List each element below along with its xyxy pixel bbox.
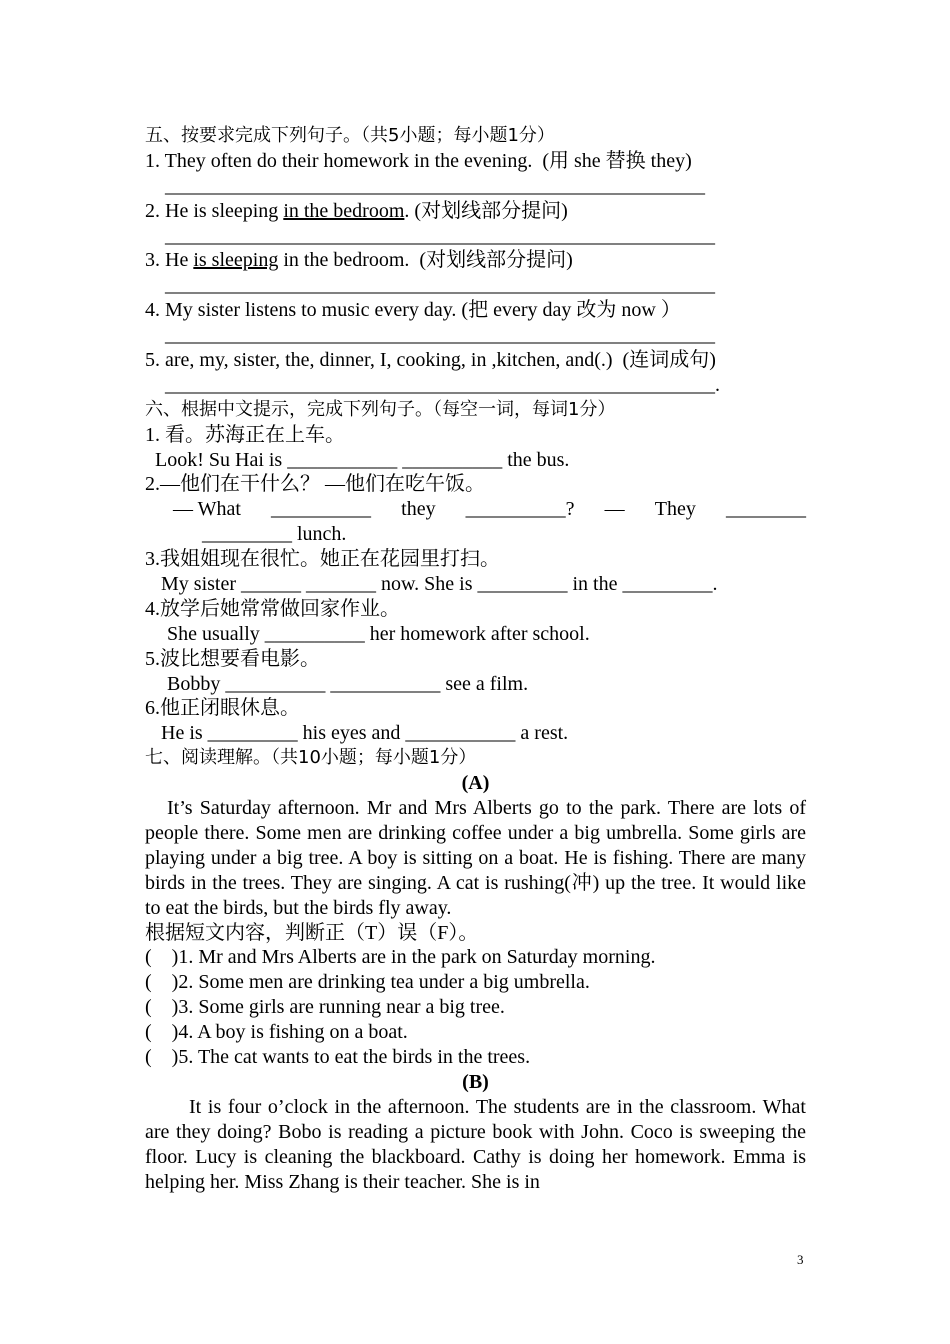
s5-question-5: 5. are, my, sister, the, dinner, I, cooking, in ,kitchen, and(.) (连词成句) xyxy=(145,349,716,372)
s5-question-2 xyxy=(145,199,806,224)
s6-q2-part: ________ xyxy=(725,498,806,521)
tf-item: ( )5. The cat wants to eat the birds in the trees. xyxy=(145,1046,531,1069)
s6-q5-english: Bobby __________ ___________ see a film. xyxy=(167,672,529,695)
s6-q5-chinese: 5.波比想要看电影。 xyxy=(145,647,320,670)
s5-answer-line-1: ______________________________________________________ xyxy=(165,174,705,197)
s5-q3-text-a: 3. He xyxy=(145,249,194,272)
passage-a-text: It’s Saturday afternoon. Mr and Mrs Alberts go to the park. There are lots of people there. Some men are drinking coffee under a big umbrella. Some girls are playing under a big tree. A boy is sitting on a boat. He is fishing. There are many birds in the trees. They are singing. A cat is rushing(冲) up the tree. It would like to eat the birds, but the birds fly away. xyxy=(145,797,806,919)
s5-q2-text-b: . (对划线部分提问) xyxy=(404,199,568,222)
s6-q2-continuation: _________ lunch. xyxy=(202,523,347,546)
tf-item: ( )3. Some girls are running near a big tree. xyxy=(145,996,505,1019)
passage-a-title: (A) xyxy=(461,772,490,795)
s6-q2-chinese: 2.—他们在干什么？ —他们在吃午饭。 xyxy=(145,473,485,496)
s5-answer-line-3: _______________________________________________________ xyxy=(165,274,715,297)
page-number: 3 xyxy=(797,1252,804,1267)
s6-q2-part: __________ xyxy=(271,498,372,521)
s5-answer-line-2: _______________________________________________________ xyxy=(165,224,715,247)
s6-q2-part: They xyxy=(654,498,696,521)
s5-q2-underlined: in the bedroom xyxy=(283,199,405,222)
worksheet-content xyxy=(145,124,806,1194)
s5-question-3 xyxy=(145,248,806,273)
s6-q2-english xyxy=(145,497,806,522)
passage-b-text: It is four o’clock in the afternoon. The students are in the classroom. What are they doing? Bobo is reading a picture book with John. Coco is sweeping the floor. Lucy is cleaning the blackboard. Cathy is doing her homework. Emma is helping her. Miss Zhang is their teacher. She is in xyxy=(145,1095,806,1193)
section-7-heading: 七、阅读理解。（共10小题；每小题1分） xyxy=(145,747,477,769)
tf-item: ( )1. Mr and Mrs Alberts are in the park on Saturday morning. xyxy=(145,946,656,969)
s5-question-1: 1. They often do their homework in the evening. (用 she 替换 they) xyxy=(145,149,692,172)
passage-a-instruction: 根据短文内容，判断正（T）误（F）。 xyxy=(145,921,479,944)
s5-question-4: 4. My sister listens to music every day. (把 every day 改为 now ） xyxy=(145,299,681,322)
tf-item: ( )4. A boy is fishing on a boat. xyxy=(145,1021,408,1044)
s5-q3-underlined: is sleeping xyxy=(193,249,279,272)
tf-item: ( )2. Some men are drinking tea under a big umbrella. xyxy=(145,971,590,994)
s6-q2-part: — What xyxy=(173,498,241,521)
s6-q2-part: they xyxy=(401,498,436,521)
section-6-heading: 六、根据中文提示，完成下列句子。（每空一词，每词1分） xyxy=(145,398,616,420)
s6-q6-chinese: 6.他正闭眼休息。 xyxy=(145,697,300,720)
s6-q1-chinese: 1. 看。苏海正在上车。 xyxy=(145,423,345,446)
s6-q2-part: __________? xyxy=(465,498,575,521)
section-5-heading: 五、按要求完成下列句子。（共5小题；每小题1分） xyxy=(145,125,555,146)
s6-q6-english: He is _________ his eyes and ___________ a rest. xyxy=(161,722,569,745)
s5-q3-text-b: in the bedroom. (对划线部分提问) xyxy=(278,249,573,272)
s6-q1-english: Look! Su Hai is ___________ __________ the bus. xyxy=(155,448,570,471)
s5-q2-text-a: 2. He is sleeping xyxy=(145,199,284,222)
s6-q2-part: — xyxy=(604,498,625,521)
s6-q3-english: My sister ______ _______ now. She is _________ in the _________. xyxy=(161,573,718,596)
s6-q4-english: She usually __________ her homework after school. xyxy=(167,622,590,645)
s5-answer-line-4: _______________________________________________________ xyxy=(165,324,715,347)
passage-b-title: (B) xyxy=(462,1070,489,1093)
s5-answer-line-5: _______________________________________________________. xyxy=(165,373,720,396)
s6-q3-chinese: 3.我姐姐现在很忙。她正在花园里打扫。 xyxy=(145,548,500,571)
s6-q4-chinese: 4.放学后她常常做回家作业。 xyxy=(145,597,400,620)
